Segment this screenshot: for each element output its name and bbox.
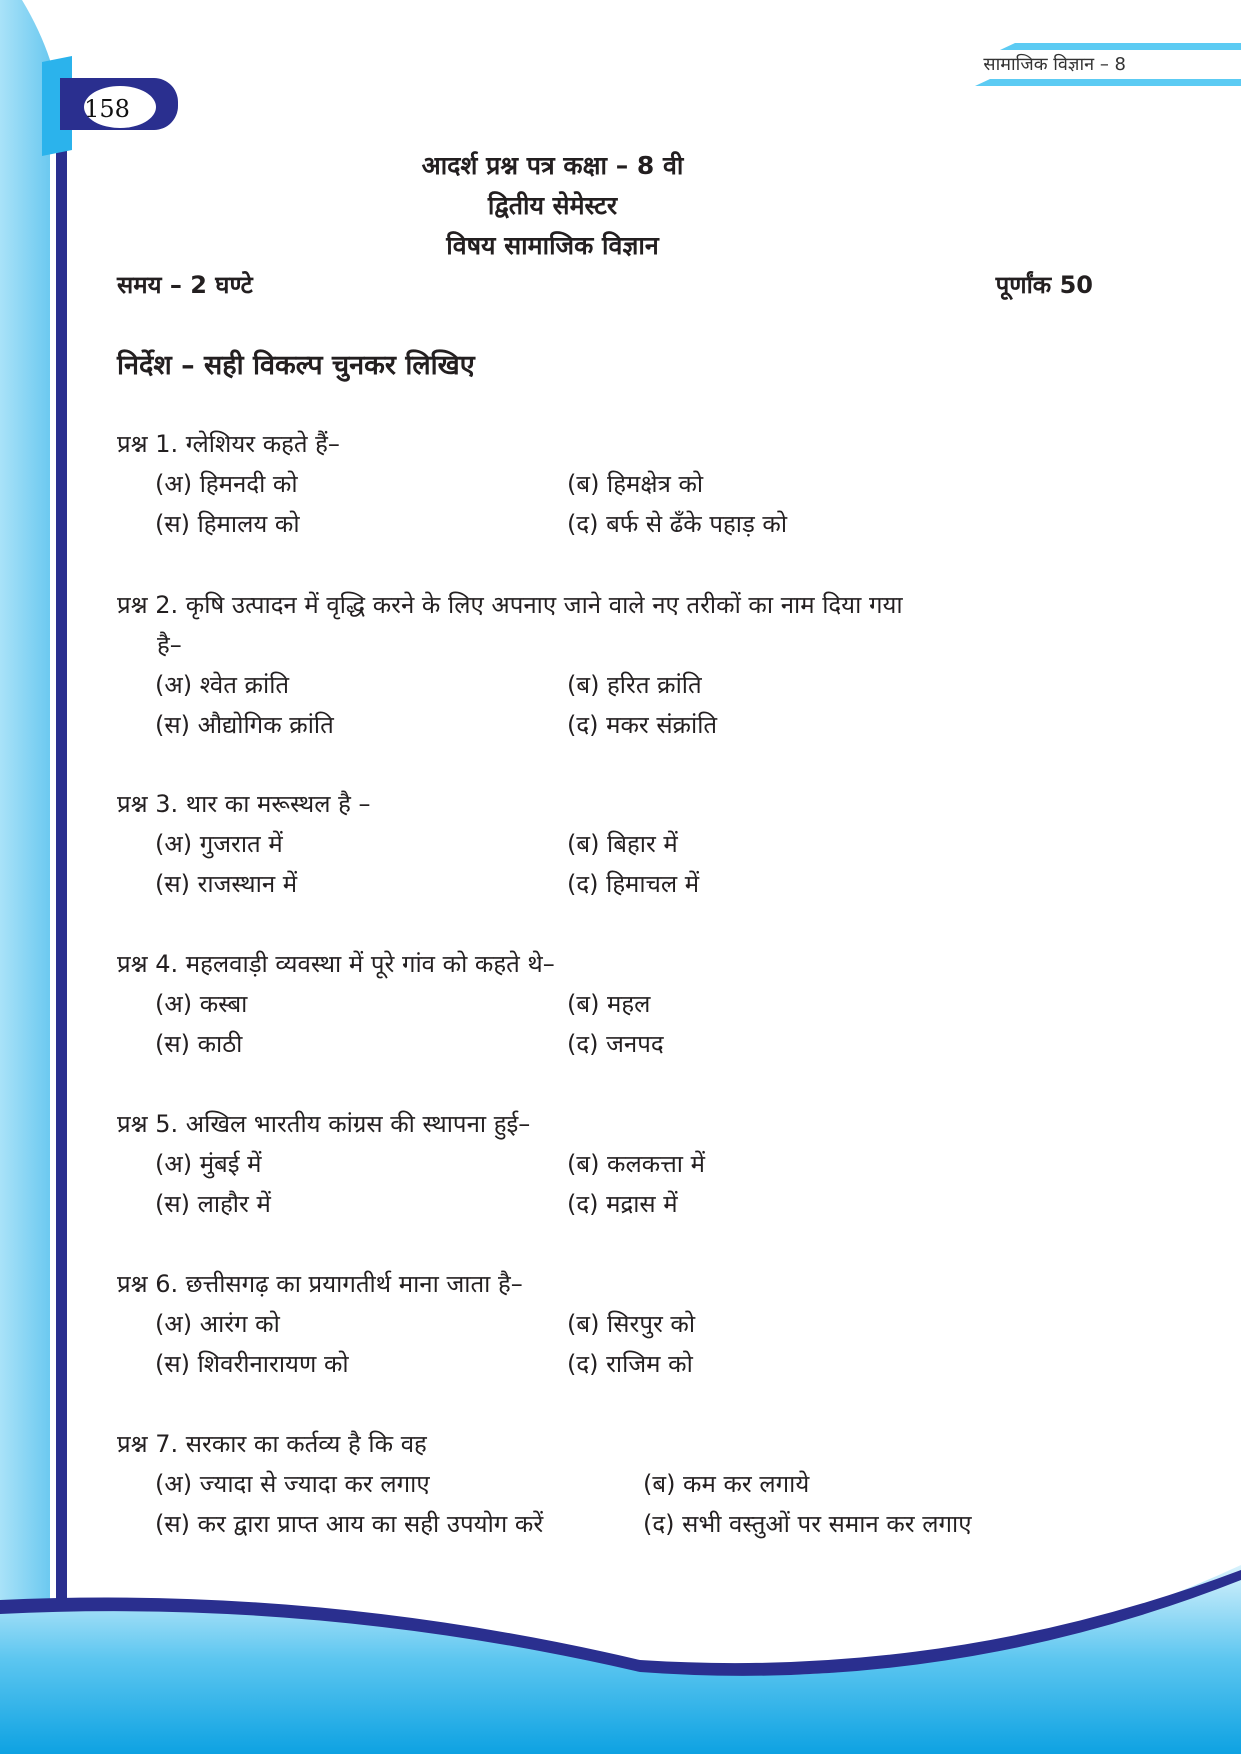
option-c: (स) कर द्वारा प्राप्त आय का सही उपयोग करें	[155, 1510, 544, 1538]
semester-title: द्वितीय सेमेस्टर	[487, 191, 618, 220]
instruction: निर्देश – सही विकल्प चुनकर लिखिए	[117, 350, 475, 381]
option-b: (ब) हरित क्रांति	[567, 671, 702, 699]
option-c: (स) राजस्थान में	[155, 870, 298, 898]
question-text: प्रश्न 7. सरकार का कर्तव्य है कि वह	[117, 1430, 427, 1458]
options	[155, 824, 1097, 904]
question-text: प्रश्न 2. कृषि उत्पादन में वृद्धि करने के लिए अपनाए जाने वाले नए तरीकों का नाम दिया गया	[117, 591, 903, 619]
question-3	[117, 784, 1097, 904]
options	[155, 1304, 1097, 1384]
option-a: (अ) कस्बा	[155, 990, 248, 1018]
options	[155, 984, 1097, 1064]
option-c: (स) औद्योगिक क्रांति	[155, 711, 334, 739]
options	[155, 665, 1097, 745]
question-text-continued: है–	[157, 631, 182, 659]
option-b: (ब) कम कर लगाये	[643, 1470, 810, 1498]
option-b: (ब) महल	[567, 990, 651, 1018]
question-7	[117, 1424, 1097, 1544]
question-1	[117, 424, 1097, 544]
question-4	[117, 944, 1097, 1064]
option-a: (अ) श्वेत क्रांति	[155, 671, 290, 699]
option-d: (द) जनपद	[567, 1030, 664, 1058]
question-text: प्रश्न 3. थार का मरूस्थल है –	[117, 790, 371, 818]
option-c: (स) हिमालय को	[155, 510, 300, 538]
question-text: प्रश्न 6. छत्तीसगढ़ का प्रयागतीर्थ माना जाता है–	[117, 1270, 523, 1298]
option-b: (ब) हिमक्षेत्र को	[567, 470, 704, 498]
question-text: प्रश्न 1. ग्लेशियर कहते हैं–	[117, 430, 340, 458]
option-b: (ब) सिरपुर को	[567, 1310, 696, 1338]
option-d: (द) बर्फ से ढँके पहाड़ को	[567, 510, 788, 538]
page-number: 158	[84, 95, 130, 123]
option-c: (स) शिवरीनारायण को	[155, 1350, 349, 1378]
question-2	[117, 585, 1097, 745]
option-a: (अ) मुंबई में	[155, 1150, 262, 1178]
question-5	[117, 1104, 1097, 1224]
option-d: (द) मद्रास में	[567, 1190, 678, 1218]
option-a: (अ) ज्यादा से ज्यादा कर लगाए	[155, 1470, 430, 1498]
time-allowed: समय – 2 घण्टे	[117, 271, 253, 299]
option-c: (स) काठी	[155, 1030, 243, 1058]
option-d: (द) हिमाचल में	[567, 870, 700, 898]
option-d: (द) मकर संक्रांति	[567, 711, 718, 739]
options	[155, 1464, 1097, 1544]
options	[155, 1144, 1097, 1224]
option-b: (ब) कलकत्ता में	[567, 1150, 705, 1178]
question-text: प्रश्न 5. अखिल भारतीय कांग्रस की स्थापना हुई–	[117, 1110, 531, 1138]
option-d: (द) सभी वस्तुओं पर समान कर लगाए	[643, 1510, 972, 1538]
option-a: (अ) गुजरात में	[155, 830, 283, 858]
question-6	[117, 1264, 1097, 1384]
option-b: (ब) बिहार में	[567, 830, 678, 858]
option-c: (स) लाहौर में	[155, 1190, 271, 1218]
paper-title: आदर्श प्रश्न पत्र कक्षा – 8 वी	[421, 151, 684, 180]
option-a: (अ) आरंग को	[155, 1310, 280, 1338]
option-a: (अ) हिमनदी को	[155, 470, 298, 498]
subject-title: विषय सामाजिक विज्ञान	[446, 231, 659, 260]
option-d: (द) राजिम को	[567, 1350, 693, 1378]
options	[155, 464, 1097, 544]
running-header: सामाजिक विज्ञान – 8	[983, 54, 1126, 75]
question-text: प्रश्न 4. महलवाड़ी व्यवस्था में पूरे गांव को कहते थे–	[117, 950, 555, 978]
total-marks: पूर्णांक 50	[995, 271, 1093, 299]
